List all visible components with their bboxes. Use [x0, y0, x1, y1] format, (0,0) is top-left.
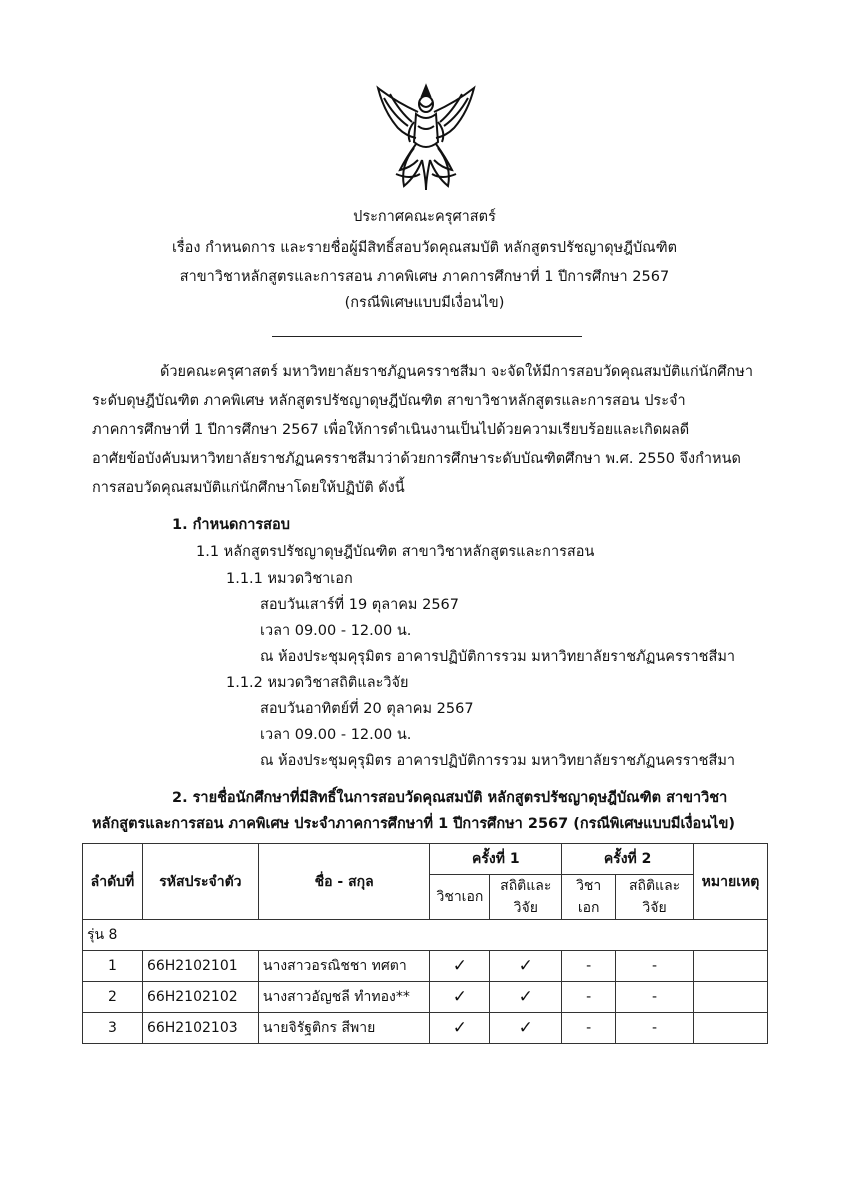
cell-r1-major: ✓: [430, 1013, 490, 1044]
intro-line-3: ภาคการศึกษาที่ 1 ปีการศึกษา 2567 เพื่อให้การดำเนินงานเป็นไปด้วยความเรียบร้อยและเกิดผลดี: [92, 422, 690, 438]
cell-name: นางสาวอรณิชชา ทศตา: [258, 951, 430, 982]
col-header-note: หมายเหตุ: [693, 844, 767, 920]
announcement-org: ประกาศคณะครุศาสตร์: [353, 209, 496, 225]
section2-line1: 2. รายชื่อนักศึกษาที่มีสิทธิ์ในการสอบวัดคุณสมบัติ หลักสูตรปรัชญาดุษฎีบัณฑิต สาขาวิชา: [172, 790, 728, 806]
col-header-r1-stats: สถิติและวิจัย: [490, 875, 562, 920]
announcement-subject: เรื่อง กำหนดการ และรายชื่อผู้มีสิทธิ์สอบวัดคุณสมบัติ หลักสูตรปรัชญาดุษฎีบัณฑิต: [171, 240, 678, 256]
item-2-heading: 1.1.2 หมวดวิชาสถิติและวิจัย: [226, 675, 409, 691]
col-header-no: ลำดับที่: [83, 844, 143, 920]
col-header-id: รหัสประจำตัว: [142, 844, 258, 920]
col-header-round1: ครั้งที่ 1: [430, 844, 562, 875]
announcement-subject-line3: (กรณีพิเศษแบบมีเงื่อนไข): [344, 295, 505, 311]
eligible-students-table: [82, 843, 768, 1044]
group-label: รุ่น 8: [83, 920, 768, 951]
intro-line-4: อาศัยข้อบังคับมหาวิทยาลัยราชภัฏนครราชสีมาว่าด้วยการศึกษาระดับบัณฑิตศึกษา พ.ศ. 2550 จึงกำหนด: [92, 451, 741, 467]
item-1-time: เวลา 09.00 - 12.00 น.: [260, 623, 412, 639]
cell-r2-stats: -: [616, 982, 694, 1013]
intro-line-1: ด้วยคณะครุศาสตร์ มหาวิทยาลัยราชภัฏนครราชสีมา จะจัดให้มีการสอบวัดคุณสมบัติแก่นักศึกษา: [160, 364, 753, 380]
section2-line2: หลักสูตรและการสอน ภาคพิเศษ ประจำภาคการศึกษาที่ 1 ปีการศึกษา 2567 (กรณีพิเศษแบบมีเงื่อนไข): [92, 816, 735, 832]
table-row: [83, 982, 768, 1013]
item-1-place: ณ ห้องประชุมคุรุมิตร อาคารปฏิบัติการรวม มหาวิทยาลัยราชภัฏนครราชสีมา: [260, 649, 736, 665]
intro-line-5: การสอบวัดคุณสมบัติแก่นักศึกษาโดยให้ปฏิบัติ ดังนี้: [92, 480, 405, 496]
cell-r1-stats: ✓: [490, 982, 562, 1013]
cell-r2-major: -: [562, 1013, 616, 1044]
cell-name: นายจิรัฐติกร สีพาย: [258, 1013, 430, 1044]
col-header-r2-major: วิชาเอก: [562, 875, 616, 920]
col-header-round2: ครั้งที่ 2: [562, 844, 694, 875]
cell-no: 1: [83, 951, 143, 982]
item-1-date: สอบวันเสาร์ที่ 19 ตุลาคม 2567: [260, 597, 459, 613]
cell-r2-major: -: [562, 982, 616, 1013]
garuda-emblem-icon: [370, 82, 482, 194]
cell-r2-major: -: [562, 951, 616, 982]
intro-line-2: ระดับดุษฎีบัณฑิต ภาคพิเศษ หลักสูตรปรัชญาดุษฎีบัณฑิต สาขาวิชาหลักสูตรและการสอน ประจำ: [92, 393, 686, 409]
cell-note: [693, 1013, 767, 1044]
cell-r1-stats: ✓: [490, 951, 562, 982]
header-divider: [272, 336, 582, 337]
section1-sub: 1.1 หลักสูตรปรัชญาดุษฎีบัณฑิต สาขาวิชาหลักสูตรและการสอน: [196, 544, 595, 560]
cell-id: 66H2102102: [142, 982, 258, 1013]
announcement-subject-line2: สาขาวิชาหลักสูตรและการสอน ภาคพิเศษ ภาคการศึกษาที่ 1 ปีการศึกษา 2567: [179, 269, 670, 285]
table-row: [83, 1013, 768, 1044]
cell-r1-major: ✓: [430, 982, 490, 1013]
col-header-r2-stats: สถิติและวิจัย: [616, 875, 694, 920]
item-1-heading: 1.1.1 หมวดวิชาเอก: [226, 571, 353, 587]
cell-r1-major: ✓: [430, 951, 490, 982]
item-2-date: สอบวันอาทิตย์ที่ 20 ตุลาคม 2567: [260, 701, 474, 717]
col-header-r1-major: วิชาเอก: [430, 875, 490, 920]
cell-id: 66H2102101: [142, 951, 258, 982]
cell-note: [693, 982, 767, 1013]
cell-no: 2: [83, 982, 143, 1013]
cell-name: นางสาวอัญชลี ทำทอง**: [258, 982, 430, 1013]
col-header-name: ชื่อ - สกุล: [258, 844, 430, 920]
section1-title: 1. กำหนดการสอบ: [172, 517, 290, 533]
item-2-time: เวลา 09.00 - 12.00 น.: [260, 727, 412, 743]
item-2-place: ณ ห้องประชุมคุรุมิตร อาคารปฏิบัติการรวม มหาวิทยาลัยราชภัฏนครราชสีมา: [260, 753, 736, 769]
cell-r1-stats: ✓: [490, 1013, 562, 1044]
table-row: [83, 951, 768, 982]
cell-r2-stats: -: [616, 1013, 694, 1044]
cell-no: 3: [83, 1013, 143, 1044]
cell-id: 66H2102103: [142, 1013, 258, 1044]
cell-note: [693, 951, 767, 982]
cell-r2-stats: -: [616, 951, 694, 982]
